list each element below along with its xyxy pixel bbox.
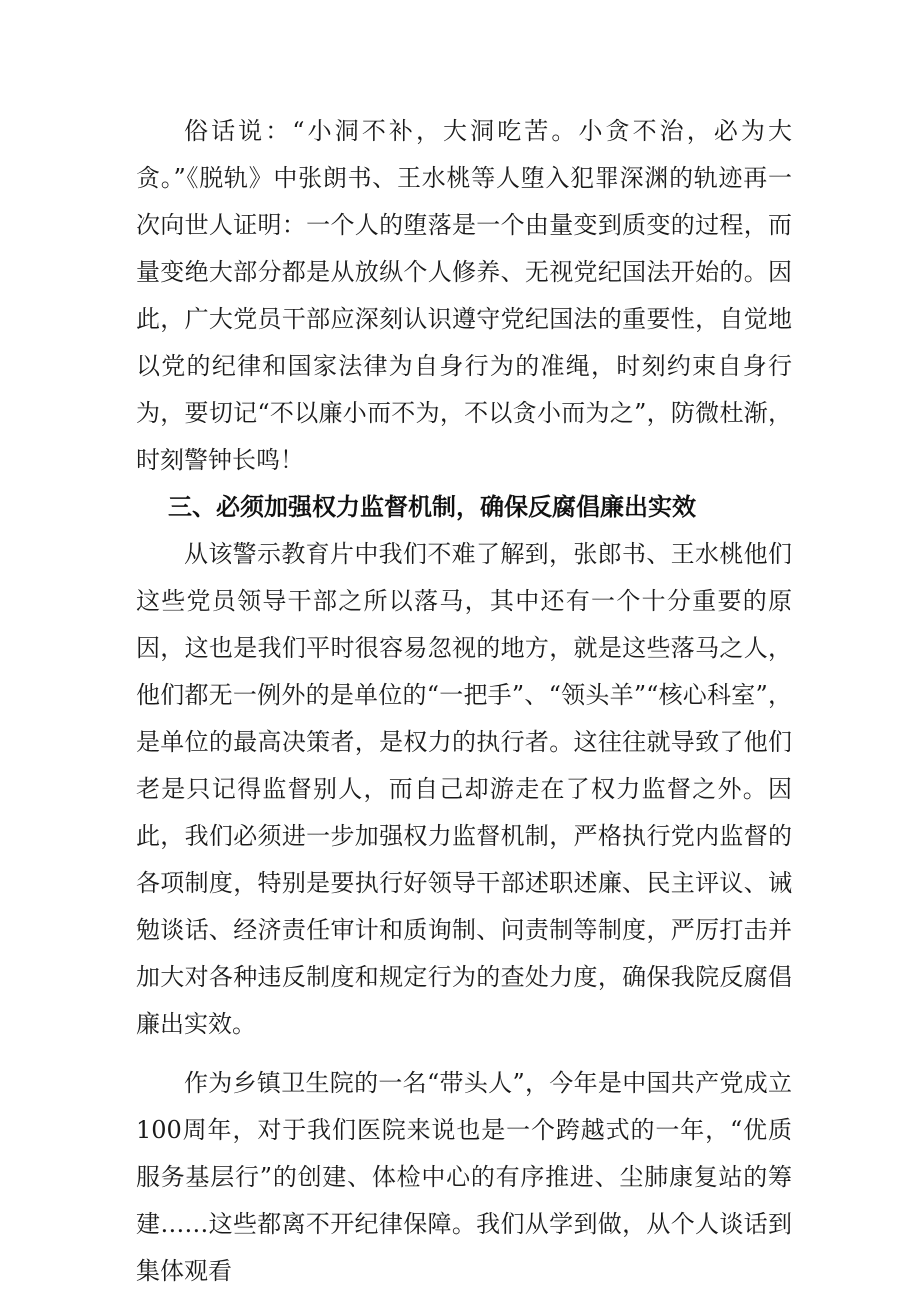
document-body <box>136 108 792 1295</box>
section-heading-power-supervision: 三、必须加强权力监督机制，确保反腐倡廉出实效 <box>168 493 696 521</box>
paragraph-power-supervision: 从该警示教育片中我们不难了解到，张郎书、王水桃他们这些党员领导干部之所以落马，其中还有一个十分重要的原因，这也是我们平时很容易忽视的地方，就是这些落马之人，他们都无一例外的是单位的“一把手”、“领头羊”“核心科室”，是单位的最高决策者，是权力的执行者。这往往就导致了他们老是只记得监督别人，而自己却游走在了权力监督之外。因此，我们必须进一步加强权力监督机制，严格执行党内监督的各项制度，特别是要执行好领导干部述职述廉、民主评议、诫勉谈话、经济责任审计和质询制、问责制等制度，严厉打击并加大对各种违反制度和规定行为的查处力度，确保我院反腐倡廉出实效。 <box>136 540 792 1038</box>
paragraph-hospital-leader: 作为乡镇卫生院的一名“带头人”，今年是中国共产党成立100周年，对于我们医院来说也是一个跨越式的一年，“优质服务基层行”的创建、体检中心的有序推进、尘肺康复站的筹建……这些都离不开纪律保障。我们从学到做，从个人谈话到集体观看 <box>136 1069 792 1285</box>
paragraph-gap <box>136 1048 792 1060</box>
paragraph-warning-proverb: 俗话说：“小洞不补，大洞吃苦。小贪不治，必为大贪。”《脱轨》中张朗书、王水桃等人堕入犯罪深渊的轨迹再一次向世人证明：一个人的堕落是一个由量变到质变的过程，而量变绝大部分都是从放纵个人修养、无视党纪国法开始的。因此，广大党员干部应深刻认识遵守党纪国法的重要性，自觉地以党的纪律和国家法律为自身行为的准绳，时刻约束自身行为，要切记“不以廉小而不为，不以贪小而为之”，防微杜渐，时刻警钟长鸣！ <box>136 117 792 474</box>
